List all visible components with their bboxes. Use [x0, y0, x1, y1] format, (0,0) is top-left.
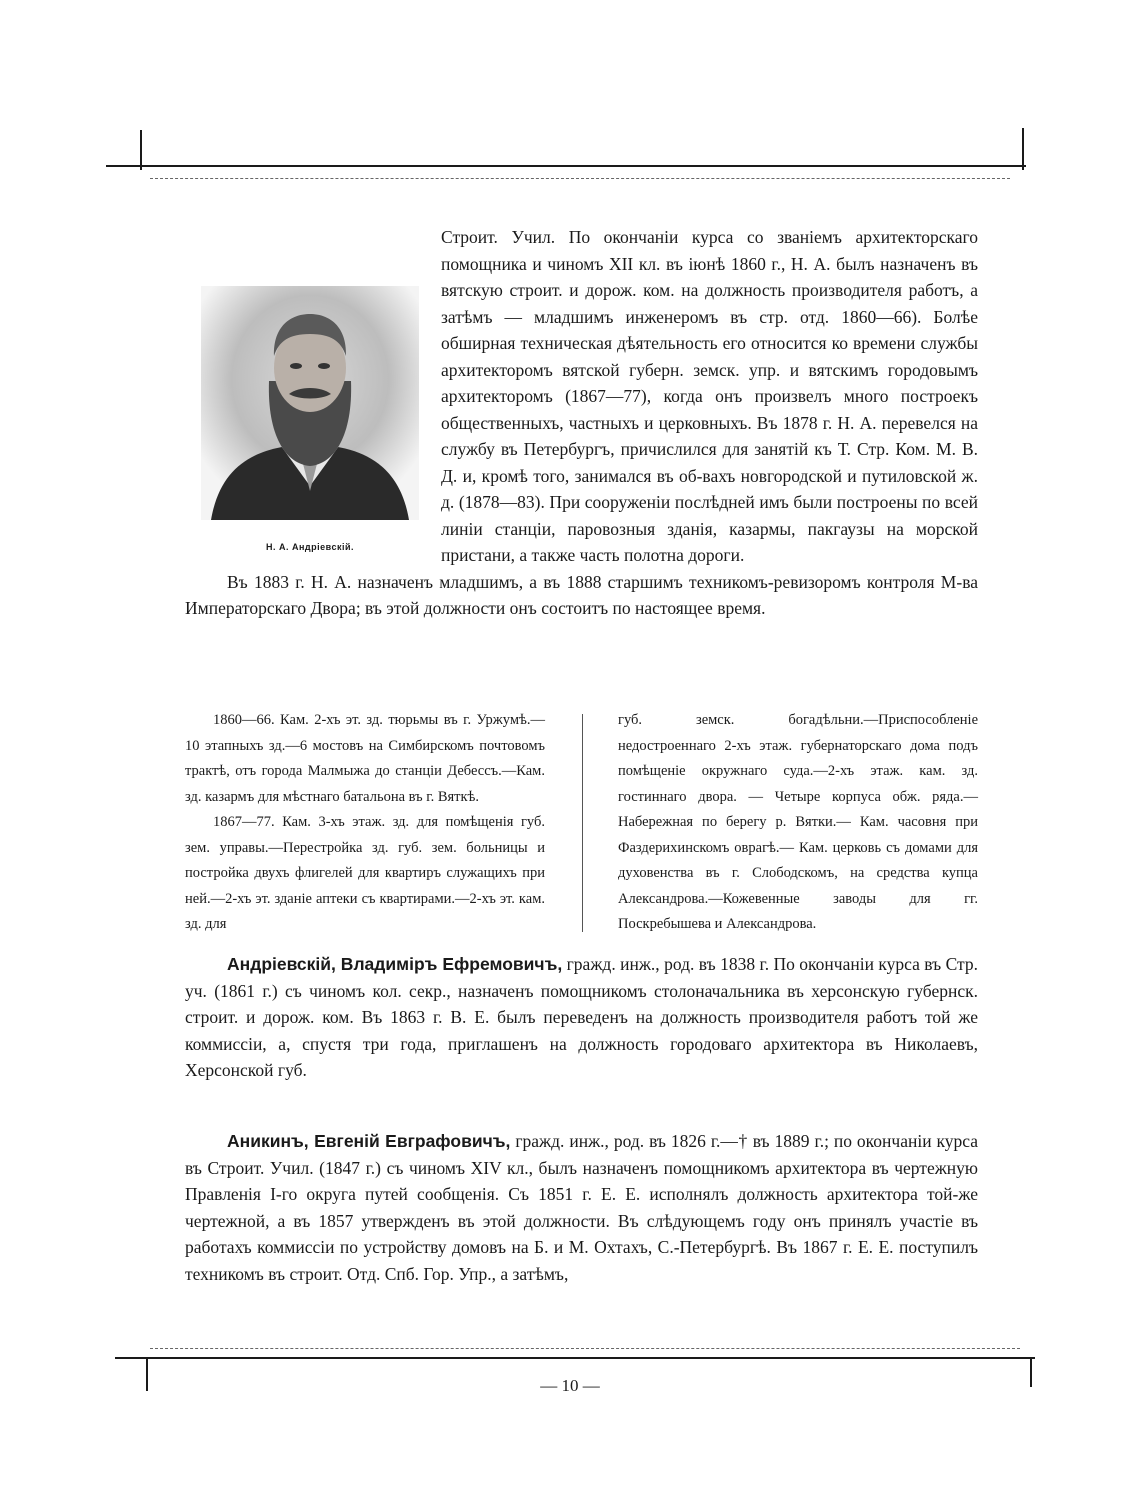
paragraph-2: Въ 1883 г. Н. А. назначенъ младшимъ, а въ 1888 старшимъ техникомъ-ревизоромъ контроля М-ва Императорскаго Двора; въ этой должности онъ состоитъ по настоящее время.: [185, 571, 978, 618]
bottom-dashed-rule: [150, 1348, 1020, 1349]
entry-andrievsky-vladimir: [185, 951, 978, 1084]
bottom-rule: [115, 1357, 1035, 1359]
photo-figure: [185, 282, 435, 561]
photo-caption: Н. А. Андріевскій.: [265, 542, 354, 552]
top-dashed-rule: [150, 178, 1010, 179]
top-rule: [106, 165, 1026, 167]
paragraph-1-text: Строит. Учил. По окончаніи курса со званіемъ архитекторскаго помощника и чиномъ XII кл. въ іюнѣ 1860 г., Н. А. былъ назначенъ въ вятскую строит. и дорож. ком. на должность производителя работъ, а затѣмъ — младшимъ инженеромъ въ стр. отд. 1860—66). Болѣе обширная техническая дѣятельность его относится ко времени службы архитекторомъ вятской губерн. земск. упр. и вятскимъ городовымъ архитекторомъ (1867—77), когда онъ произвелъ много построекъ общественныхъ, частныхъ и церковныхъ. Въ 1878 г. Н. А. перевелся на службу въ Петербургъ, причислился для занятій къ Т. Стр. Ком. М. В. Д. и, кромѣ того, занимался въ об-вахъ новгородской и путиловской ж. д. (1878—83). При сооруженіи послѣдней имъ были построены по всей линіи станціи, паровозныя зданія, казармы, пакгаузы на морской пристани, а также часть полотна дороги.: [441, 227, 978, 565]
works-paragraph-continued: губ. земск. богадѣльни.—Приспособленіе недостроеннаго 2-хъ этаж. губернаторскаго дома подъ помѣщеніе окружнаго суда.—2-хъ этаж. кам. зд. гостиннаго двора. — Четыре корпуса обж. ряда.—Набережная по берегу р. Вятки.— Кам. часовня при Фаздерихинскомъ оврагѣ.— Кам. церковь съ домами для духовенства въ г. Слободскомъ, на средства купца Александрова.—Кожевенные заводы для гг. Поскребышева и Александрова.: [618, 712, 978, 932]
portrait-photo: [201, 286, 419, 520]
works-left-column: [185, 708, 545, 938]
paragraph-1: [185, 224, 978, 569]
works-paragraph-1860: 1860—66. Кам. 2-хъ эт. зд. тюрьмы въ г. Уржумѣ.—10 этапныхъ зд.—6 мостовъ на Симбирскомъ почтовомъ трактѣ, отъ города Малмыжа до станціи Дебессъ.—Кам. зд. казармъ для мѣстнаго батальона въ г. Вяткѣ.: [185, 712, 545, 805]
portrait-illustration: [201, 286, 419, 520]
main-text-block: [185, 224, 978, 622]
works-list: [185, 708, 978, 938]
works-paragraph-1867: 1867—77. Кам. 3-хъ этаж. зд. для помѣщенія губ. зем. управы.—Перестройка зд. губ. зем. больницы и постройка двухъ флигелей для квартиръ служащихъ при ней.—2-хъ эт. зданіе аптеки съ квартирами.—2-хъ эт. кам. зд. для: [185, 814, 545, 932]
entry-name: Андріевскій, Владиміръ Ефремовичъ,: [227, 954, 563, 974]
page-number: — 10 —: [540, 1376, 600, 1395]
top-left-tick: [140, 130, 142, 170]
entry-anikin-evgeny: [185, 1128, 978, 1287]
top-right-tick: [1022, 128, 1024, 170]
entry-name: Аникинъ, Евгеній Евграфовичъ,: [227, 1131, 511, 1151]
works-right-column: [618, 708, 978, 938]
entry-text: гражд. инж., род. въ 1826 г.—† въ 1889 г.; по окончаніи курса въ Строит. Учил. (1847 г.) съ чиномъ XIV кл., былъ назначенъ помощникомъ архитектора въ чертежную Правленія I-го округа путей сообщенія. Съ 1851 г. Е. Е. исполнялъ должность архитектора той-же чертежной, а въ 1857 утвержденъ въ этой должности. Въ слѣдующемъ году онъ принялъ участіе въ работахъ коммиссіи по устройству домовъ на Б. и М. Охтахъ, С.-Петербургѣ. Въ 1867 г. Е. Е. поступилъ техникомъ въ строит. Отд. Спб. Гор. Упр., а затѣмъ,: [185, 1131, 979, 1284]
entry-text: гражд. инж., род. въ 1838 г. По окончаніи курса въ Стр. уч. (1861 г.) съ чиномъ кол. секр., назначенъ помощникомъ столоначальника въ херсонскую губернск. строит. и дорож. ком. Въ 1863 г. В. Е. былъ переведенъ на должность производителя работъ той же коммиссіи, а, спустя три года, приглашенъ на должность городоваго архитектора въ Николаевъ, Херсонской губ.: [185, 954, 979, 1080]
